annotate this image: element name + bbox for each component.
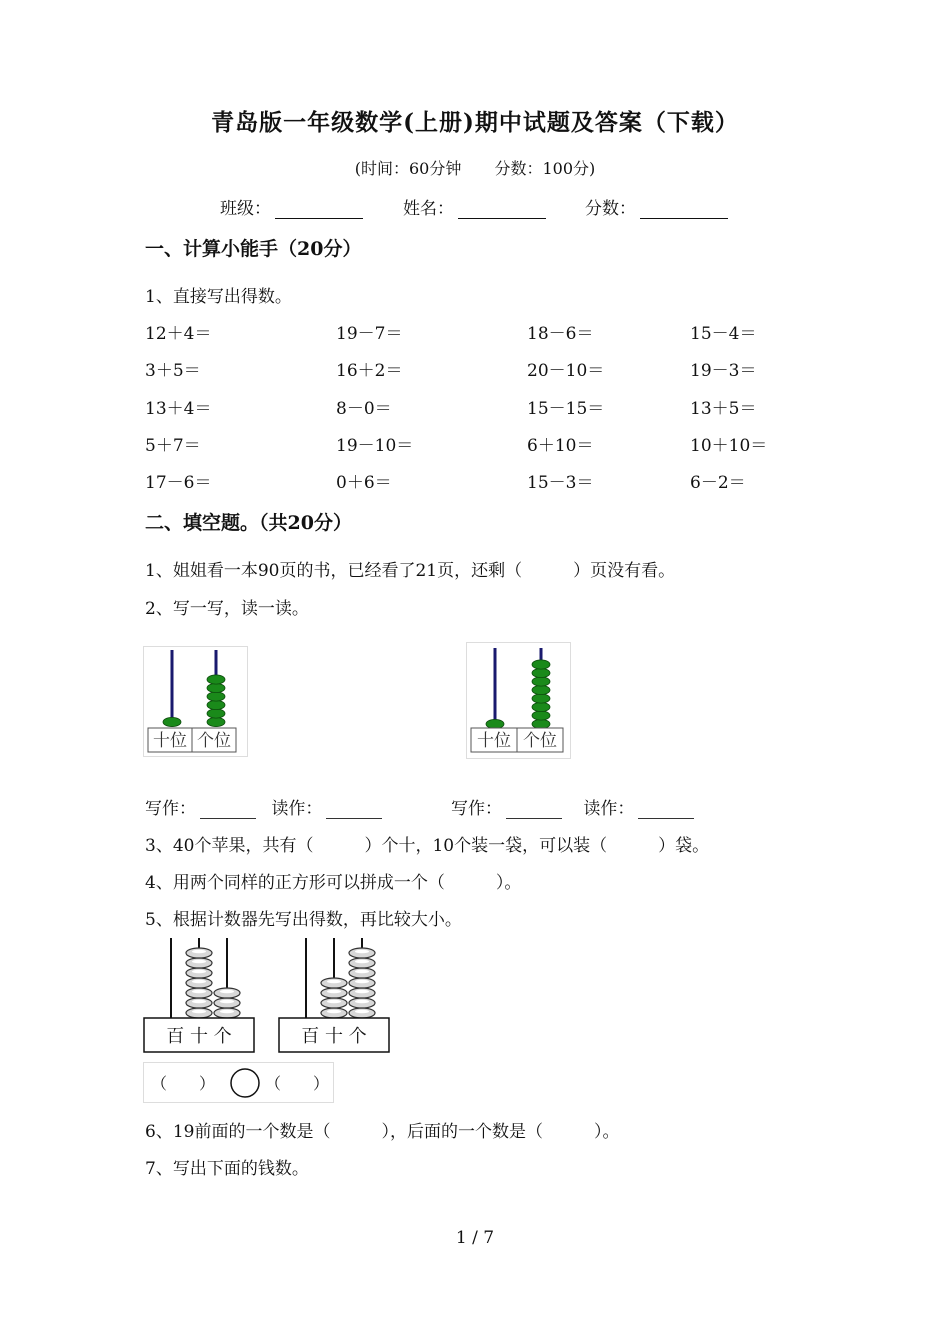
exam-time: (时间：60分钟 <box>354 159 462 178</box>
section2-q6: 6、19前面的一个数是（ ），后面的一个数是（ ）。 <box>145 1122 620 1142</box>
calc-item: 20－10＝ <box>527 361 605 381</box>
section2-q7: 7、写出下面的钱数。 <box>145 1159 309 1179</box>
section2-q3: 3、40个苹果，共有（ ）个十，10个装一袋，可以装（ ）袋。 <box>145 836 710 856</box>
abacus-tens-label: 十位 <box>153 731 187 751</box>
page-number: 1 / 7 <box>455 1228 495 1248</box>
calc-item: 6＋10＝ <box>527 436 594 456</box>
name-field[interactable] <box>403 194 546 219</box>
section2-q1: 1、姐姐看一本90页的书，已经看了21页，还剩（ ）页没有看。 <box>145 561 676 581</box>
compare-right-blank[interactable]: （ ） <box>265 1074 330 1093</box>
write-label: 写作： <box>451 799 502 819</box>
counter-bead-highlight <box>355 990 369 994</box>
counter-bead-highlight <box>355 1010 369 1014</box>
calc-item: 10＋10＝ <box>690 436 768 456</box>
calc-item: 15－15＝ <box>527 399 605 419</box>
section2-q4: 4、用两个同样的正方形可以拼成一个（ ）。 <box>145 873 522 893</box>
counter-bead-highlight <box>327 980 341 984</box>
abacus-bead <box>532 677 550 686</box>
counter-bead-highlight <box>355 970 369 974</box>
calc-item: 17－6＝ <box>145 473 212 493</box>
calc-item: 19－10＝ <box>336 436 414 456</box>
abacus-tens-label: 十位 <box>477 731 511 751</box>
abacus1-answers[interactable] <box>145 794 386 819</box>
read-label: 读作： <box>583 799 635 819</box>
abacus-bead <box>207 709 225 718</box>
calc-item: 5＋7＝ <box>145 436 201 456</box>
class-label: 班级： <box>220 199 271 219</box>
abacus-ones-label: 个位 <box>523 731 557 751</box>
read-label: 读作： <box>271 799 323 819</box>
calc-item: 16＋2＝ <box>336 361 403 381</box>
counter-bead-highlight <box>220 990 234 994</box>
calc-item: 12＋4＝ <box>145 324 212 344</box>
calc-item: 18－6＝ <box>527 324 594 344</box>
calc-item: 19－7＝ <box>336 324 403 344</box>
abacus-bead <box>486 719 504 728</box>
counter-bead-highlight <box>355 1000 369 1004</box>
class-field[interactable] <box>220 194 363 219</box>
abacus2-answers[interactable] <box>451 794 698 819</box>
abacus-ones-label: 个位 <box>197 731 231 751</box>
abacus-bead <box>207 717 225 726</box>
counter-bead-highlight <box>355 980 369 984</box>
calc-item: 15－4＝ <box>690 324 757 344</box>
counter-figure-2 <box>278 936 392 1056</box>
counter-bead-highlight <box>192 980 206 984</box>
calc-item: 8－0＝ <box>336 399 392 419</box>
score-field[interactable] <box>585 194 728 219</box>
counter-bead-highlight <box>192 950 206 954</box>
exam-total-score: 分数：100分) <box>494 159 596 178</box>
calc-item: 15－3＝ <box>527 473 594 493</box>
counter-bead-highlight <box>220 1000 234 1004</box>
counter-bead-highlight <box>327 1000 341 1004</box>
counter-bead-highlight <box>192 1010 206 1014</box>
counter-figure-1 <box>143 936 257 1056</box>
score-label: 分数： <box>585 199 636 219</box>
page-title: 青岛版一年级数学(上册)期中试题及答案（下载） <box>211 109 739 136</box>
abacus-bead <box>532 711 550 720</box>
abacus-bead <box>163 717 181 726</box>
exam-meta <box>0 156 950 179</box>
compare-left-blank[interactable]: （ ） <box>151 1074 216 1093</box>
abacus-bead <box>207 675 225 684</box>
abacus-bead <box>532 660 550 669</box>
abacus-bead <box>207 692 225 701</box>
calc-item: 6－2＝ <box>690 473 746 493</box>
abacus-bead <box>207 700 225 709</box>
calc-item: 19－3＝ <box>690 361 757 381</box>
abacus-figure-2 <box>466 642 572 760</box>
section2-heading: 二、填空题。（共20分） <box>145 512 352 534</box>
write-label: 写作： <box>145 799 196 819</box>
calc-item: 13＋4＝ <box>145 399 212 419</box>
name-label: 姓名： <box>403 199 454 219</box>
abacus-bead <box>532 694 550 703</box>
counter-bead-highlight <box>355 960 369 964</box>
counter-bead-highlight <box>192 970 206 974</box>
calc-item: 3＋5＝ <box>145 361 201 381</box>
counter-bead-highlight <box>355 950 369 954</box>
counter-bead-highlight <box>327 990 341 994</box>
abacus-bead <box>532 719 550 728</box>
counter-bead-highlight <box>192 960 206 964</box>
abacus-bead <box>532 685 550 694</box>
abacus-bead <box>207 683 225 692</box>
section1-heading: 一、计算小能手（20分） <box>145 238 362 260</box>
abacus-figure-1 <box>143 646 249 758</box>
calc-item: 0＋6＝ <box>336 473 392 493</box>
section2-q2: 2、写一写，读一读。 <box>145 599 309 619</box>
counter-bead-highlight <box>192 990 206 994</box>
counter-place-labels: 百 十 个 <box>166 1026 232 1047</box>
section2-q5: 5、根据计数器先写出得数，再比较大小。 <box>145 910 462 930</box>
counter-bead-highlight <box>220 1010 234 1014</box>
section1-q1: 1、直接写出得数。 <box>145 287 292 307</box>
abacus-bead <box>532 668 550 677</box>
abacus-bead <box>532 702 550 711</box>
counter-place-labels: 百 十 个 <box>301 1026 367 1047</box>
counter-bead-highlight <box>192 1000 206 1004</box>
calc-item: 13＋5＝ <box>690 399 757 419</box>
counter-bead-highlight <box>327 1010 341 1014</box>
compare-box[interactable] <box>143 1062 335 1104</box>
